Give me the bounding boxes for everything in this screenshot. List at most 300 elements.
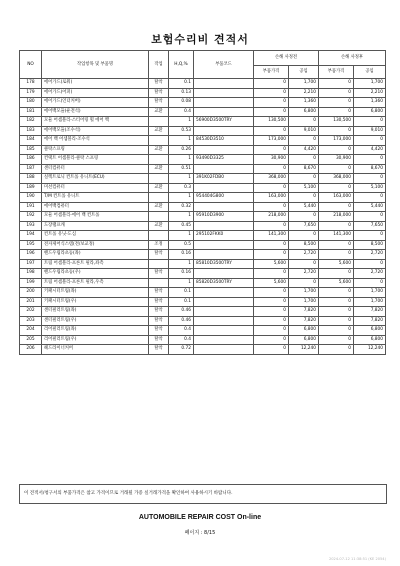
table-row xyxy=(20,79,386,89)
cell-no: 198 xyxy=(20,269,42,279)
cell-no: 204 xyxy=(20,326,42,336)
cell-work xyxy=(149,212,169,222)
table-row xyxy=(20,155,386,165)
cell-part-code xyxy=(194,202,254,212)
cell-work xyxy=(149,278,169,288)
cell-item-name: 에어백모듈(운전석) xyxy=(42,107,149,117)
cell-no: 192 xyxy=(20,212,42,222)
cell-labor-after: 2,210 xyxy=(354,88,386,98)
cell-labor-after: 0 xyxy=(354,212,386,222)
cell-work: 교환 xyxy=(149,107,169,117)
cell-parts-price-after: 0 xyxy=(319,145,354,155)
cell-parts-price-after: 0 xyxy=(319,126,354,136)
cell-no: 179 xyxy=(20,88,42,98)
cell-labor-before: 7,820 xyxy=(289,307,319,317)
cell-part-code xyxy=(194,297,254,307)
cell-item-name: 트림 어셈블리-프론트 필라,좌측 xyxy=(42,259,149,269)
cell-labor-after: 0 xyxy=(354,117,386,127)
cell-hq: 0.08 xyxy=(169,98,194,108)
estimate-rows xyxy=(20,79,386,355)
cell-labor-after: 1,360 xyxy=(354,98,386,108)
cell-labor-after: 6,800 xyxy=(354,326,386,336)
cell-item-name: 컨택트 어셈블리-클락 스프링 xyxy=(42,155,149,165)
cell-part-code xyxy=(194,145,254,155)
cell-labor-after: 7,820 xyxy=(354,307,386,317)
cell-parts-price-after: 130,500 xyxy=(319,117,354,127)
cell-hq: 1 xyxy=(169,136,194,146)
cell-part-code xyxy=(194,345,254,355)
cell-work xyxy=(149,117,169,127)
cell-labor-before: 0 xyxy=(289,174,319,184)
table-row xyxy=(20,136,386,146)
table-row xyxy=(20,345,386,355)
table-row xyxy=(20,250,386,260)
table-row xyxy=(20,307,386,317)
cell-no: 205 xyxy=(20,335,42,345)
cell-item-name: 트림 어셈블리-프론트 필라,우측 xyxy=(42,278,149,288)
cell-work: 교환 xyxy=(149,202,169,212)
cell-parts-price-before: 141,300 xyxy=(254,231,289,241)
cell-parts-price-before: 0 xyxy=(254,326,289,336)
cell-hq: 0.53 xyxy=(169,126,194,136)
cell-work xyxy=(149,259,169,269)
cell-part-code xyxy=(194,288,254,298)
document-title: 보험수리비 견적서 xyxy=(151,33,249,46)
cell-no: 187 xyxy=(20,164,42,174)
cell-work: 탈착 xyxy=(149,316,169,326)
cell-parts-price-after: 0 xyxy=(319,307,354,317)
cell-part-code: 954404G800 xyxy=(194,193,254,203)
cell-parts-price-after: 0 xyxy=(319,221,354,231)
cell-no: 206 xyxy=(20,345,42,355)
cell-hq: 0.51 xyxy=(169,164,194,174)
header-labor-before: 공임 xyxy=(289,66,319,79)
cell-labor-after: 9,010 xyxy=(354,126,386,136)
cell-parts-price-after: 0 xyxy=(319,183,354,193)
cell-labor-before: 5,100 xyxy=(289,183,319,193)
cell-no: 199 xyxy=(20,278,42,288)
cell-no: 182 xyxy=(20,117,42,127)
cell-part-code xyxy=(194,326,254,336)
table-row xyxy=(20,98,386,108)
cell-labor-after: 8,500 xyxy=(354,240,386,250)
cell-no: 180 xyxy=(20,98,42,108)
cell-part-code xyxy=(194,107,254,117)
cell-parts-price-before: 163,000 xyxy=(254,193,289,203)
cell-item-name: 핸드우림라츠등(우) xyxy=(42,269,149,279)
cell-labor-after: 6,800 xyxy=(354,335,386,345)
cell-item-name: 도장램프캐 xyxy=(42,221,149,231)
header-row-1 xyxy=(20,51,386,66)
cell-parts-price-after: 0 xyxy=(319,88,354,98)
table-row xyxy=(20,297,386,307)
cell-labor-before: 0 xyxy=(289,136,319,146)
cell-labor-after: 1,700 xyxy=(354,79,386,89)
cell-no: 200 xyxy=(20,288,42,298)
cell-item-name: 리어필러트림(좌) xyxy=(42,326,149,336)
cell-labor-before: 2,720 xyxy=(289,269,319,279)
table-row xyxy=(20,231,386,241)
cell-no: 201 xyxy=(20,297,42,307)
cell-parts-price-before: 0 xyxy=(254,316,289,326)
cell-hq: 0.1 xyxy=(169,288,194,298)
header-parts-price-before: 부품가격 xyxy=(254,66,289,79)
cell-work: 교환 xyxy=(149,221,169,231)
cell-part-code xyxy=(194,126,254,136)
cell-parts-price-after: 0 xyxy=(319,107,354,117)
footer-title: AUTOMOBILE REPAIR COST On-line xyxy=(138,514,262,521)
cell-work: 탈착 xyxy=(149,88,169,98)
cell-hq: 0.1 xyxy=(169,297,194,307)
cell-labor-after: 2,720 xyxy=(354,269,386,279)
table-row xyxy=(20,117,386,127)
cell-part-code xyxy=(194,307,254,317)
cell-parts-price-before: 0 xyxy=(254,288,289,298)
cell-no: 185 xyxy=(20,145,42,155)
cell-parts-price-after: 0 xyxy=(319,250,354,260)
cell-hq: 0.72 xyxy=(169,345,194,355)
table-row xyxy=(20,164,386,174)
cell-parts-price-before: 0 xyxy=(254,145,289,155)
header-after-assessment: 손해 사정후 xyxy=(319,51,386,66)
cell-parts-price-before: 0 xyxy=(254,221,289,231)
cell-item-name: 센터필러트림(좌) xyxy=(42,307,149,317)
cell-item-name: 센터컴퓨터 xyxy=(42,164,149,174)
cell-parts-price-before: 0 xyxy=(254,126,289,136)
table-row xyxy=(20,88,386,98)
page-number: 페이지 : 8/15 xyxy=(184,530,216,536)
cell-work xyxy=(149,174,169,184)
cell-no: 178 xyxy=(20,79,42,89)
cell-parts-price-before: 0 xyxy=(254,183,289,193)
cell-parts-price-before: 30,900 xyxy=(254,155,289,165)
cell-labor-before: 1,700 xyxy=(289,79,319,89)
header-hq: H,Q,% xyxy=(169,51,194,79)
cell-parts-price-after: 0 xyxy=(319,288,354,298)
header-before-assessment: 손해 사정전 xyxy=(254,51,319,66)
table-row xyxy=(20,288,386,298)
cell-item-name: 클락스프링 xyxy=(42,145,149,155)
cell-item-name: 핸드우림라츠등(좌) xyxy=(42,250,149,260)
cell-part-code: 85810D3500TRY xyxy=(194,259,254,269)
cell-labor-before: 0 xyxy=(289,193,319,203)
cell-parts-price-after: 5,600 xyxy=(319,259,354,269)
cell-item-name: 에어가드(로워) xyxy=(42,79,149,89)
cell-labor-after: 0 xyxy=(354,193,386,203)
cell-part-code xyxy=(194,183,254,193)
cell-item-name: 리어필러트림(우) xyxy=(42,335,149,345)
cell-no: 181 xyxy=(20,107,42,117)
cell-part-code: 391K02FDB0 xyxy=(194,174,254,184)
cell-labor-after: 0 xyxy=(354,259,386,269)
cell-labor-before: 0 xyxy=(289,278,319,288)
cell-parts-price-before: 130,500 xyxy=(254,117,289,127)
cell-parts-price-before: 0 xyxy=(254,79,289,89)
cell-labor-before: 5,440 xyxy=(289,202,319,212)
cell-hq: 0.32 xyxy=(169,202,194,212)
cell-item-name: T/M 컨트롤 유니트 xyxy=(42,193,149,203)
cell-item-name: 실렉트로닉 컨트롤 유니트(ECU) xyxy=(42,174,149,184)
cell-labor-before: 7,820 xyxy=(289,316,319,326)
cell-labor-after: 8,670 xyxy=(354,164,386,174)
cell-no: 191 xyxy=(20,202,42,212)
cell-hq: 0.4 xyxy=(169,335,194,345)
cell-parts-price-before: 0 xyxy=(254,98,289,108)
header-part-code: 부품코드 xyxy=(194,51,254,79)
cell-hq: 0.46 xyxy=(169,307,194,317)
cell-no: 188 xyxy=(20,174,42,184)
cell-work: 탈착 xyxy=(149,250,169,260)
cell-parts-price-after: 0 xyxy=(319,297,354,307)
cell-parts-price-after: 0 xyxy=(319,240,354,250)
header-no: NO xyxy=(20,51,42,79)
cell-labor-before: 2,720 xyxy=(289,250,319,260)
cell-work: 조정 xyxy=(149,240,169,250)
cell-work: 탈착 xyxy=(149,345,169,355)
table-row xyxy=(20,278,386,288)
cell-item-name: 에어백컴퓨터 xyxy=(42,202,149,212)
cell-labor-after: 0 xyxy=(354,174,386,184)
cell-parts-price-after: 0 xyxy=(319,326,354,336)
header-work-item: 작업항목 및 부품명 xyxy=(42,51,149,79)
cell-labor-after: 5,440 xyxy=(354,202,386,212)
cell-labor-after: 0 xyxy=(354,231,386,241)
cell-hq: 0.46 xyxy=(169,316,194,326)
cell-part-code xyxy=(194,250,254,260)
estimate-table xyxy=(19,50,386,355)
cell-work xyxy=(149,136,169,146)
cell-no: 189 xyxy=(20,183,42,193)
table-row xyxy=(20,326,386,336)
cell-hq: 1 xyxy=(169,259,194,269)
cell-item-name: 미션컴퓨터 xyxy=(42,183,149,193)
cell-parts-price-before: 0 xyxy=(254,345,289,355)
cell-parts-price-before: 0 xyxy=(254,250,289,260)
cell-work: 탈착 xyxy=(149,326,169,336)
cell-labor-after: 0 xyxy=(354,136,386,146)
cell-hq: 1 xyxy=(169,193,194,203)
cell-parts-price-before: 0 xyxy=(254,269,289,279)
cell-no: 183 xyxy=(20,126,42,136)
cell-labor-after: 4,420 xyxy=(354,145,386,155)
cell-part-code: 85820D3500TRY xyxy=(194,278,254,288)
cell-labor-after: 1,700 xyxy=(354,297,386,307)
cell-hq: 1 xyxy=(169,155,194,165)
cell-parts-price-before: 0 xyxy=(254,202,289,212)
table-row xyxy=(20,316,386,326)
cell-no: 194 xyxy=(20,231,42,241)
cell-labor-before: 1,700 xyxy=(289,288,319,298)
cell-parts-price-before: 5,600 xyxy=(254,278,289,288)
table-row xyxy=(20,269,386,279)
cell-no: 184 xyxy=(20,136,42,146)
table-row xyxy=(20,193,386,203)
cell-no: 203 xyxy=(20,316,42,326)
table-row xyxy=(20,174,386,184)
cell-no: 193 xyxy=(20,221,42,231)
cell-labor-before: 1,360 xyxy=(289,98,319,108)
cell-hq: 0.26 xyxy=(169,145,194,155)
cell-part-code: 93490D3325 xyxy=(194,155,254,165)
cell-parts-price-before: 218,000 xyxy=(254,212,289,222)
cell-part-code xyxy=(194,316,254,326)
cell-work xyxy=(149,155,169,165)
cell-part-code xyxy=(194,98,254,108)
cell-item-name: 키패시터트림(우) xyxy=(42,297,149,307)
cell-labor-after: 1,700 xyxy=(354,288,386,298)
cell-parts-price-after: 218,000 xyxy=(319,212,354,222)
cell-labor-before: 0 xyxy=(289,155,319,165)
cell-hq: 1 xyxy=(169,212,194,222)
cell-labor-before: 4,420 xyxy=(289,145,319,155)
table-row xyxy=(20,183,386,193)
cell-hq: 0.5 xyxy=(169,240,194,250)
cell-work: 탈착 xyxy=(149,307,169,317)
cell-item-name: 컨트롤 유닛-도심 xyxy=(42,231,149,241)
cell-labor-after: 0 xyxy=(354,278,386,288)
table-row xyxy=(20,212,386,222)
cell-no: 190 xyxy=(20,193,42,203)
cell-parts-price-before: 0 xyxy=(254,88,289,98)
cell-labor-after: 12,240 xyxy=(354,345,386,355)
cell-labor-before: 8,670 xyxy=(289,164,319,174)
cell-work: 탈착 xyxy=(149,297,169,307)
cell-parts-price-before: 0 xyxy=(254,297,289,307)
cell-labor-after: 7,650 xyxy=(354,221,386,231)
table-row xyxy=(20,240,386,250)
cell-work: 교환 xyxy=(149,145,169,155)
cell-item-name: 전자제어식스템(전/보교정) xyxy=(42,240,149,250)
header-work: 작업 xyxy=(149,51,169,79)
cell-parts-price-before: 173,000 xyxy=(254,136,289,146)
cell-hq: 0.13 xyxy=(169,88,194,98)
cell-parts-price-before: 0 xyxy=(254,107,289,117)
cell-labor-before: 6,800 xyxy=(289,326,319,336)
cell-no: 195 xyxy=(20,240,42,250)
cell-item-name: 모듈 어셈블리-에어 백 컨트롤 xyxy=(42,212,149,222)
cell-item-name: 센터필러트림(우) xyxy=(42,316,149,326)
cell-part-code xyxy=(194,88,254,98)
cell-parts-price-before: 5,600 xyxy=(254,259,289,269)
cell-parts-price-after: 0 xyxy=(319,79,354,89)
cell-no: 186 xyxy=(20,155,42,165)
cell-part-code xyxy=(194,335,254,345)
cell-parts-price-after: 0 xyxy=(319,202,354,212)
cell-hq: 1 xyxy=(169,278,194,288)
cell-labor-before: 8,500 xyxy=(289,240,319,250)
cell-work: 탈착 xyxy=(149,269,169,279)
cell-hq: 0.16 xyxy=(169,250,194,260)
cell-hq: 1 xyxy=(169,174,194,184)
cell-labor-after: 5,100 xyxy=(354,183,386,193)
cell-labor-before: 6,800 xyxy=(289,107,319,117)
cell-work: 탈착 xyxy=(149,335,169,345)
cell-labor-after: 0 xyxy=(354,155,386,165)
cell-labor-before: 0 xyxy=(289,212,319,222)
print-stamp: 2024-07-12 11:38:51 (KE 2054) xyxy=(328,557,386,561)
cell-part-code: 56900D3500TRY xyxy=(194,117,254,127)
cell-labor-before: 2,210 xyxy=(289,88,319,98)
header-parts-price-after: 부품가격 xyxy=(319,66,354,79)
table-row xyxy=(20,259,386,269)
cell-item-name: 키패시터트림(좌) xyxy=(42,288,149,298)
cell-labor-before: 0 xyxy=(289,259,319,269)
cell-parts-price-after: 0 xyxy=(319,335,354,345)
cell-part-code: 295102FKK0 xyxy=(194,231,254,241)
cell-work: 탈착 xyxy=(149,288,169,298)
cell-item-name: 에어 백 어셈블리-조수석 xyxy=(42,136,149,146)
cell-no: 196 xyxy=(20,250,42,260)
cell-parts-price-after: 0 xyxy=(319,345,354,355)
cell-labor-before: 7,650 xyxy=(289,221,319,231)
header-labor-after: 공임 xyxy=(354,66,386,79)
cell-parts-price-after: 0 xyxy=(319,316,354,326)
cell-item-name: 모듈 어셈블리-스티어링 휠 에어 백 xyxy=(42,117,149,127)
cell-item-name: 에어가드(어퍼) xyxy=(42,88,149,98)
cell-no: 202 xyxy=(20,307,42,317)
cell-part-code xyxy=(194,240,254,250)
cell-parts-price-after: 173,000 xyxy=(319,136,354,146)
cell-labor-before: 12,240 xyxy=(289,345,319,355)
cell-labor-after: 7,820 xyxy=(354,316,386,326)
cell-parts-price-after: 30,900 xyxy=(319,155,354,165)
cell-work: 교환 xyxy=(149,164,169,174)
cell-parts-price-before: 0 xyxy=(254,307,289,317)
cell-parts-price-after: 5,600 xyxy=(319,278,354,288)
cell-parts-price-after: 163,000 xyxy=(319,193,354,203)
cell-labor-before: 0 xyxy=(289,231,319,241)
cell-parts-price-before: 0 xyxy=(254,164,289,174)
table-row xyxy=(20,202,386,212)
table-row xyxy=(20,335,386,345)
cell-part-code: 95910D3900 xyxy=(194,212,254,222)
cell-item-name: 에어가드(언더커버) xyxy=(42,98,149,108)
cell-parts-price-before: 0 xyxy=(254,240,289,250)
table-row xyxy=(20,107,386,117)
cell-labor-before: 0 xyxy=(289,117,319,127)
cell-work: 교환 xyxy=(149,126,169,136)
cell-hq: 0.1 xyxy=(169,79,194,89)
cell-hq: 1 xyxy=(169,117,194,127)
cell-labor-after: 6,800 xyxy=(354,107,386,117)
cell-parts-price-after: 141,300 xyxy=(319,231,354,241)
cell-parts-price-after: 0 xyxy=(319,98,354,108)
cell-part-code xyxy=(194,79,254,89)
cell-work: 탈착 xyxy=(149,98,169,108)
cell-labor-before: 1,700 xyxy=(289,297,319,307)
table-row xyxy=(20,221,386,231)
cell-labor-before: 6,800 xyxy=(289,335,319,345)
cell-part-code: 84530D3510 xyxy=(194,136,254,146)
cell-hq: 0.3 xyxy=(169,183,194,193)
disclaimer-note: 이 견적서/청구서의 부품가격은 참고 가격이므로 거래될 가증 실거래가격을 확인하여 사용하시기 바랍니다. xyxy=(19,484,387,504)
cell-labor-before: 9,010 xyxy=(289,126,319,136)
cell-work: 교환 xyxy=(149,183,169,193)
cell-work xyxy=(149,231,169,241)
cell-hq: 0.16 xyxy=(169,269,194,279)
cell-hq: 0.45 xyxy=(169,221,194,231)
cell-parts-price-after: 0 xyxy=(319,269,354,279)
cell-parts-price-before: 0 xyxy=(254,335,289,345)
table-row xyxy=(20,126,386,136)
cell-no: 197 xyxy=(20,259,42,269)
cell-part-code xyxy=(194,269,254,279)
cell-hq: 1 xyxy=(169,231,194,241)
cell-parts-price-after: 0 xyxy=(319,164,354,174)
cell-work: 탈착 xyxy=(149,79,169,89)
cell-part-code xyxy=(194,221,254,231)
cell-work xyxy=(149,193,169,203)
